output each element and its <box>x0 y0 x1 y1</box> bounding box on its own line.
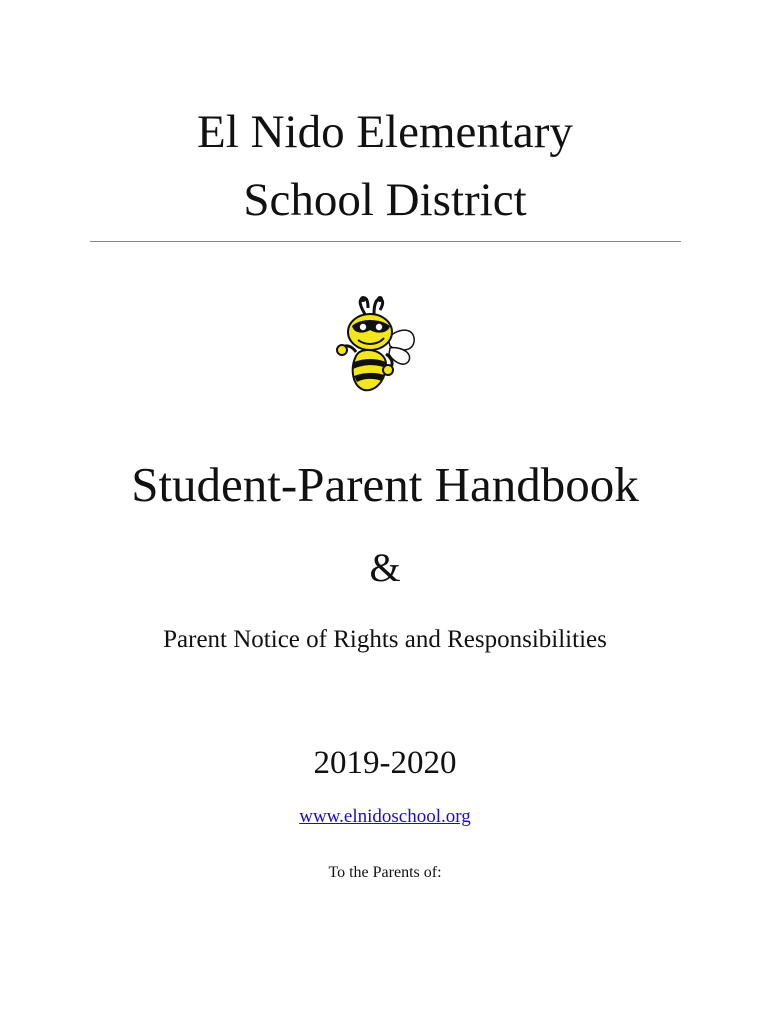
district-name-line-2: School District <box>243 174 527 226</box>
district-name-line-1: El Nido Elementary <box>197 106 573 158</box>
title-divider <box>90 241 681 242</box>
school-year: 2019-2020 <box>313 745 457 781</box>
to-parents-label: To the Parents of: <box>328 864 442 881</box>
website-link[interactable]: www.elnidoschool.org <box>299 806 471 827</box>
website-line <box>0 804 770 830</box>
notice-title: Parent Notice of Rights and Responsibilities <box>163 626 607 653</box>
hornet-mascot-icon <box>330 296 420 392</box>
ampersand: & <box>369 545 401 590</box>
handbook-title: Student-Parent Handbook <box>131 457 639 512</box>
